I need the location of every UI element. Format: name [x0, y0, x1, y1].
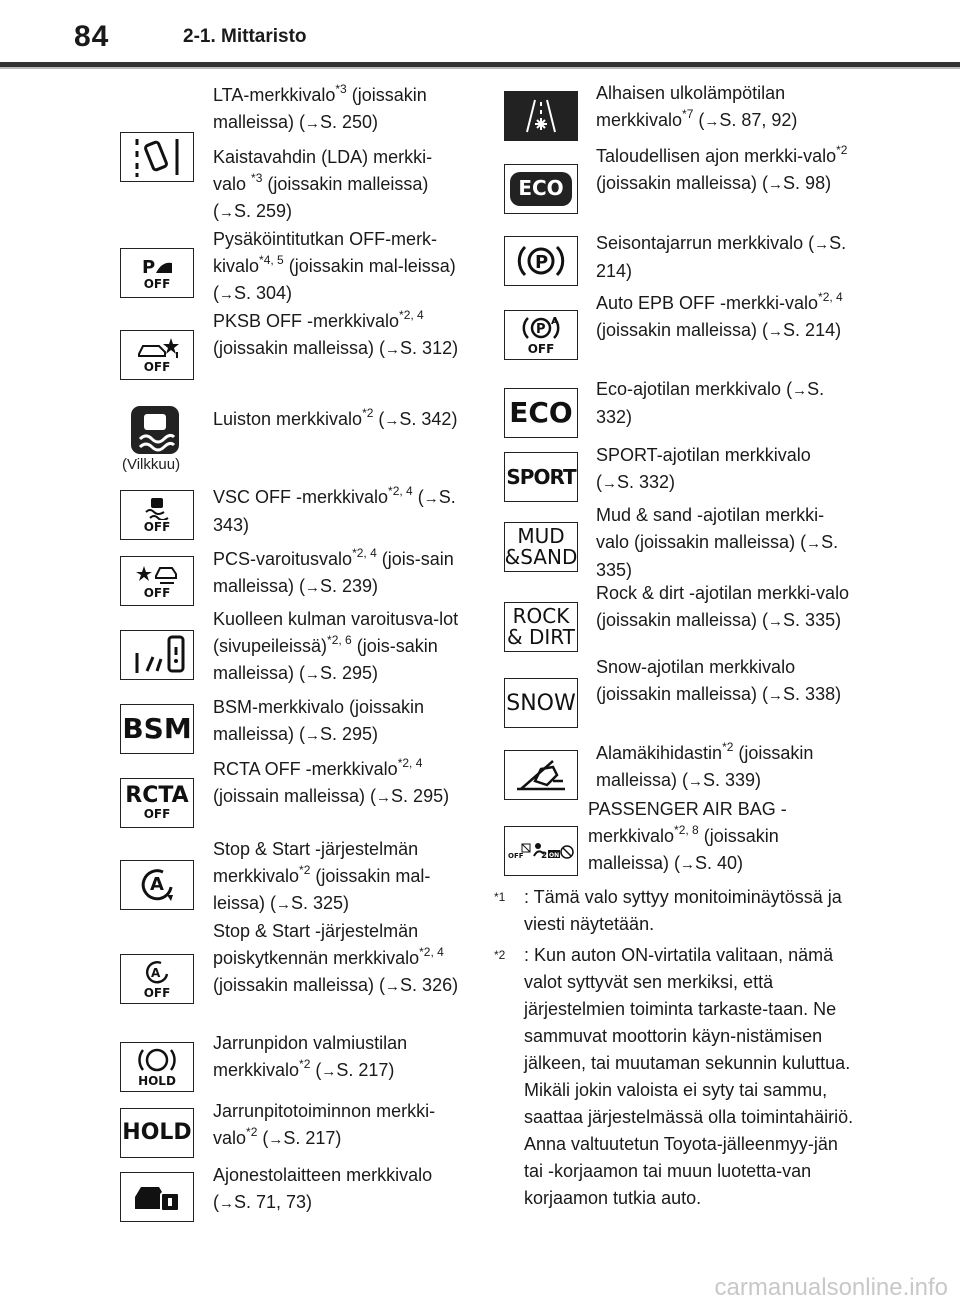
stop-start-icon	[120, 860, 194, 910]
svg-text:2: 2	[541, 851, 548, 861]
eco-mode-icon	[504, 388, 578, 438]
rcta-off-icon	[120, 778, 194, 828]
page-ref: S. 338)	[783, 684, 842, 704]
desc-text: Pysäköintitutkan OFF-merk-kivalo	[213, 229, 438, 276]
desc-lta	[213, 82, 463, 137]
watermark: carmanualsonline.info	[714, 1274, 948, 1301]
off-label: OFF	[143, 360, 171, 374]
page-ref: S. 295)	[320, 724, 379, 744]
desc-rcta-off	[213, 756, 463, 811]
page-ref: S. 239)	[320, 576, 379, 596]
desc-pksb	[213, 308, 463, 363]
page-ref: S. 217)	[336, 1060, 395, 1080]
footnote-2	[494, 942, 854, 1212]
mud-sand-line2: &SAND	[504, 545, 578, 569]
hold-label: HOLD	[138, 1074, 176, 1088]
footnote-mark	[494, 942, 505, 974]
page-ref: S. 332)	[596, 379, 825, 427]
parking-brake-icon	[504, 236, 578, 286]
desc-text: SPORT-ajotilan merkkivalo (	[596, 445, 811, 492]
stop-start-off-letter: A	[151, 966, 161, 980]
eco-mode-text: ECO	[509, 396, 573, 429]
ref-arrow: →	[688, 773, 704, 790]
bsm-icon-text: BSM	[122, 712, 192, 745]
page-ref: S. 312)	[400, 338, 459, 358]
airbag-off-text: OFF	[508, 852, 524, 860]
desc-text: Stop & Start -järjestelmän poiskytkennän merkkivalo	[213, 921, 420, 968]
desc-stop-start	[213, 836, 463, 918]
ref-arrow: →	[305, 666, 321, 683]
desc-text: (jois-sain malleissa) (	[213, 549, 454, 596]
footnote-ref: *2	[299, 863, 311, 877]
hold-icon-text: HOLD	[122, 1120, 192, 1145]
ref-arrow: →	[385, 978, 401, 995]
page-ref: S. 335)	[596, 532, 839, 580]
desc-text: Luiston merkkivalo	[213, 409, 363, 429]
desc-text: (jois-sakin malleissa) (	[213, 636, 438, 683]
desc-text: Kuolleen kulman varoitusva-lot (sivupeileissä)	[213, 609, 459, 656]
slip-indicator-icon	[130, 405, 180, 455]
eco-driving-text: ECO	[518, 176, 564, 200]
desc-text: (joissakin malleissa) (	[213, 174, 429, 221]
desc-eco-mode	[596, 376, 851, 431]
page-ref: S. 259)	[234, 201, 293, 221]
page-ref: S. 325)	[291, 893, 350, 913]
desc-text: (joissakin malleissa) (	[213, 338, 386, 358]
blind-spot-mirror-icon	[120, 630, 194, 680]
epb-letter: P	[536, 322, 546, 337]
lda-lane-departure-icon	[120, 132, 194, 182]
ref-arrow: →	[385, 341, 401, 358]
page-ref: S. 214)	[596, 233, 847, 281]
vsc-off-icon	[120, 490, 194, 540]
footnote-mark	[494, 884, 505, 916]
desc-text: PKSB OFF -merkkivalo	[213, 311, 400, 331]
mud-sand-line1: MUD	[517, 524, 565, 548]
low-outside-temp-icon	[504, 91, 578, 141]
off-label: OFF	[143, 520, 171, 534]
footnote-ref: *2, 4	[818, 290, 843, 304]
desc-text: RCTA OFF -merkkivalo	[213, 759, 398, 779]
passenger-airbag-icon	[504, 826, 578, 876]
ref-arrow: →	[768, 323, 784, 340]
off-label: OFF	[527, 342, 555, 356]
desc-text: (joissakin malleissa) (	[596, 743, 814, 790]
footnote-ref: *2	[299, 1057, 311, 1071]
desc-auto-epb-off	[596, 290, 851, 345]
page-ref: S. 304)	[234, 283, 293, 303]
desc-text: (	[310, 1060, 322, 1080]
desc-text: Alamäkihidastin	[596, 743, 723, 763]
desc-bsm	[213, 694, 463, 749]
ref-arrow: →	[602, 475, 617, 492]
ref-arrow: →	[305, 727, 321, 744]
desc-brake-hold-standby	[213, 1030, 463, 1085]
page-ref: S. 335)	[783, 610, 842, 630]
desc-text: (joissakin malleissa) (	[596, 173, 769, 193]
desc-rock-dirt	[596, 580, 851, 635]
footnote-ref: *2, 6	[327, 633, 352, 647]
footnote-text: : Kun auton ON-virtatila valitaan, nämä valot syttyvät sen merkiksi, että järjestelmien toiminta tarkaste-taan. Ne sammuvat moottorin käyn-nistämisen jälkeen, tai muutaman sekunnin kuluttua. Mikäli jokin valoista ei syty tai sammu, saattaa järjestelmässä olla toimintahäiriö. Anna valtuutetun Toyota-jälleenmyy-jän tai -korjaamon tai muun luotetta-van korjaamon tutkia auto.	[524, 945, 854, 1208]
desc-brake-hold	[213, 1098, 463, 1153]
desc-blind-spot	[213, 606, 463, 688]
ref-arrow: →	[768, 613, 784, 630]
desc-text: (joissakin mal-leissa) (	[213, 866, 431, 913]
sport-mode-text: SPORT	[506, 465, 576, 489]
desc-pcs	[213, 546, 463, 601]
page-ref: S. 326)	[400, 975, 459, 995]
bsm-icon	[120, 704, 194, 754]
page-ref: S. 214)	[783, 320, 842, 340]
footnote-ref: *2, 4	[352, 546, 377, 560]
section-title: 2-1. Mittaristo	[183, 26, 307, 47]
desc-text: Taloudellisen ajon merkki-valo	[596, 146, 837, 166]
ref-arrow: →	[680, 856, 696, 873]
footnote-ref: *4, 5	[259, 253, 284, 267]
desc-downhill-assist	[596, 740, 851, 795]
page-ref: S. 295)	[320, 663, 379, 683]
desc-lda	[213, 144, 463, 226]
desc-text: VSC OFF -merkkivalo	[213, 487, 389, 507]
stop-start-letter: A	[150, 874, 164, 895]
footnote-ref: *2, 4	[388, 484, 413, 498]
footnote-ref: *3	[251, 171, 263, 185]
svg-text:P: P	[142, 257, 156, 277]
ref-arrow: →	[423, 490, 439, 507]
page-ref: S. 71, 73)	[234, 1192, 313, 1212]
desc-text: (	[373, 409, 385, 429]
page-ref: S. 295)	[391, 786, 450, 806]
ref-arrow: →	[219, 1195, 234, 1212]
eco-driving-icon	[504, 164, 578, 214]
off-label: OFF	[143, 586, 171, 600]
page-ref: S. 342)	[399, 409, 458, 429]
footnote-ref: *2	[722, 740, 734, 754]
footnote-ref: *2	[362, 406, 374, 420]
pcs-warning-icon	[120, 556, 194, 606]
ref-arrow: →	[268, 1131, 284, 1148]
rcta-icon-text: RCTA	[125, 783, 189, 808]
downhill-assist-icon	[504, 750, 578, 800]
desc-text: Alhaisen ulkolämpötilan merkkivalo	[596, 83, 786, 130]
brake-hold-standby-icon	[120, 1042, 194, 1092]
desc-text: Jarrunpidon valmiustilan merkkivalo	[213, 1033, 408, 1080]
parking-brake-letter: P	[535, 252, 549, 273]
page-ref: S. 87, 92)	[719, 110, 798, 130]
brake-hold-icon	[120, 1108, 194, 1158]
desc-eco-driving	[596, 143, 851, 198]
footnote-mark-text: *1	[494, 890, 506, 904]
desc-text: Mud & sand -ajotilan merkki-valo (joissakin malleissa) (	[596, 505, 825, 552]
ref-arrow: →	[792, 382, 808, 399]
ref-arrow: →	[219, 204, 234, 221]
rock-dirt-line2: & DIRT	[507, 625, 575, 649]
desc-text: (joissakin malleissa) (	[213, 975, 386, 995]
desc-vsc-off	[213, 484, 463, 539]
desc-text: Stop & Start -järjestelmän merkkivalo	[213, 839, 419, 886]
auto-epb-off-icon	[504, 310, 578, 360]
ref-arrow: →	[768, 687, 784, 704]
page-header	[0, 0, 960, 64]
rock-dirt-line1: ROCK	[512, 604, 570, 628]
desc-text: Seisontajarrun merkkivalo (	[596, 233, 815, 253]
page-ref: S. 343)	[213, 487, 456, 535]
desc-text: (joissakin malleissa) (	[588, 826, 779, 873]
page-ref: S. 40)	[695, 853, 744, 873]
footnote-ref: *2	[246, 1125, 258, 1139]
desc-snow-mode	[596, 654, 851, 709]
footnote-ref: *2, 4	[397, 756, 423, 770]
mud-sand-mode-icon	[504, 522, 578, 572]
desc-text: (joissakin mal-leissa) (	[213, 256, 456, 303]
flashing-caption: (Vilkkuu)	[122, 456, 181, 473]
desc-text: (joissakin malleissa) (	[596, 320, 769, 340]
snow-mode-text: SNOW	[506, 690, 576, 716]
footnote-text: : Tämä valo syttyy monitoiminäytössä ja viesti näytetään.	[524, 887, 842, 934]
ref-arrow: →	[305, 115, 321, 132]
desc-slip	[213, 406, 463, 434]
desc-text: Jarrunpitotoiminnon merkki-valo	[213, 1101, 436, 1148]
desc-stop-start-off	[213, 918, 463, 1000]
desc-text: Rock & dirt -ajotilan merkki-valo (joissakin malleissa) (	[596, 583, 850, 630]
desc-text: Snow-ajotilan merkkivalo (joissakin malleissa) (	[596, 657, 796, 704]
page-number: 84	[74, 20, 110, 53]
footnote-mark-text: *2	[494, 948, 506, 962]
desc-text: (joissakin malleissa) (	[213, 85, 427, 132]
sport-mode-icon	[504, 452, 578, 502]
desc-text: (	[693, 110, 705, 130]
ref-arrow: →	[276, 896, 292, 913]
page-ref: S. 339)	[703, 770, 762, 790]
page-ref: S. 250)	[320, 112, 379, 132]
footnote-ref: *7	[682, 107, 694, 121]
desc-parking-sensor	[213, 226, 463, 308]
header-rule-light	[0, 67, 960, 69]
footnote-ref: *3	[335, 82, 347, 96]
footnote-ref: *2, 8	[674, 823, 699, 837]
ref-arrow: →	[305, 579, 321, 596]
ref-arrow: →	[768, 176, 784, 193]
footnote-1	[494, 884, 854, 938]
desc-text: PCS-varoitusvalo	[213, 549, 353, 569]
epb-auto-letter: A	[551, 316, 559, 327]
desc-text: (joissain malleissa) (	[213, 786, 377, 806]
page-ref: S. 98)	[783, 173, 832, 193]
desc-text: PASSENGER AIR BAG -merkkivalo	[588, 799, 787, 846]
desc-passenger-airbag	[588, 796, 843, 878]
desc-text: Eco-ajotilan merkkivalo (	[596, 379, 793, 399]
desc-immobilizer	[213, 1162, 463, 1217]
desc-text: LTA-merkkivalo	[213, 85, 336, 105]
desc-parking-brake	[596, 230, 851, 285]
desc-text: (	[412, 487, 424, 507]
ref-arrow: →	[384, 412, 400, 429]
ref-arrow: →	[704, 113, 720, 130]
stop-start-off-icon	[120, 954, 194, 1004]
footnote-ref: *2, 4	[399, 308, 424, 322]
ref-arrow: →	[376, 789, 392, 806]
airbag-on-text: ON	[549, 852, 560, 859]
desc-text: (	[257, 1128, 269, 1148]
desc-text: Kaistavahdin (LDA) merkki-valo	[213, 147, 433, 194]
ref-arrow: →	[806, 535, 822, 552]
desc-text: BSM-merkkivalo (joissakin malleissa) (	[213, 697, 425, 744]
desc-text: Auto EPB OFF -merkki-valo	[596, 293, 819, 313]
footnote-ref: *2	[836, 143, 848, 157]
rock-dirt-mode-icon	[504, 602, 578, 652]
off-label: OFF	[143, 807, 171, 821]
pksb-off-icon	[120, 330, 194, 380]
page-ref: S. 332)	[617, 472, 676, 492]
desc-text: Ajonestolaitteen merkkivalo (	[213, 1165, 433, 1212]
footnote-ref: *2, 4	[419, 945, 444, 959]
desc-mud-sand	[596, 502, 851, 584]
ref-arrow: →	[321, 1063, 337, 1080]
desc-sport-mode	[596, 442, 851, 497]
off-label: OFF	[143, 277, 171, 291]
immobilizer-icon	[120, 1172, 194, 1222]
ref-arrow: →	[814, 236, 830, 253]
snow-mode-icon	[504, 678, 578, 728]
desc-low-outside-temp	[596, 80, 851, 135]
parking-sensor-off-icon	[120, 248, 194, 298]
page-ref: S. 217)	[283, 1128, 342, 1148]
ref-arrow: →	[219, 286, 234, 303]
off-label: OFF	[143, 986, 171, 1000]
